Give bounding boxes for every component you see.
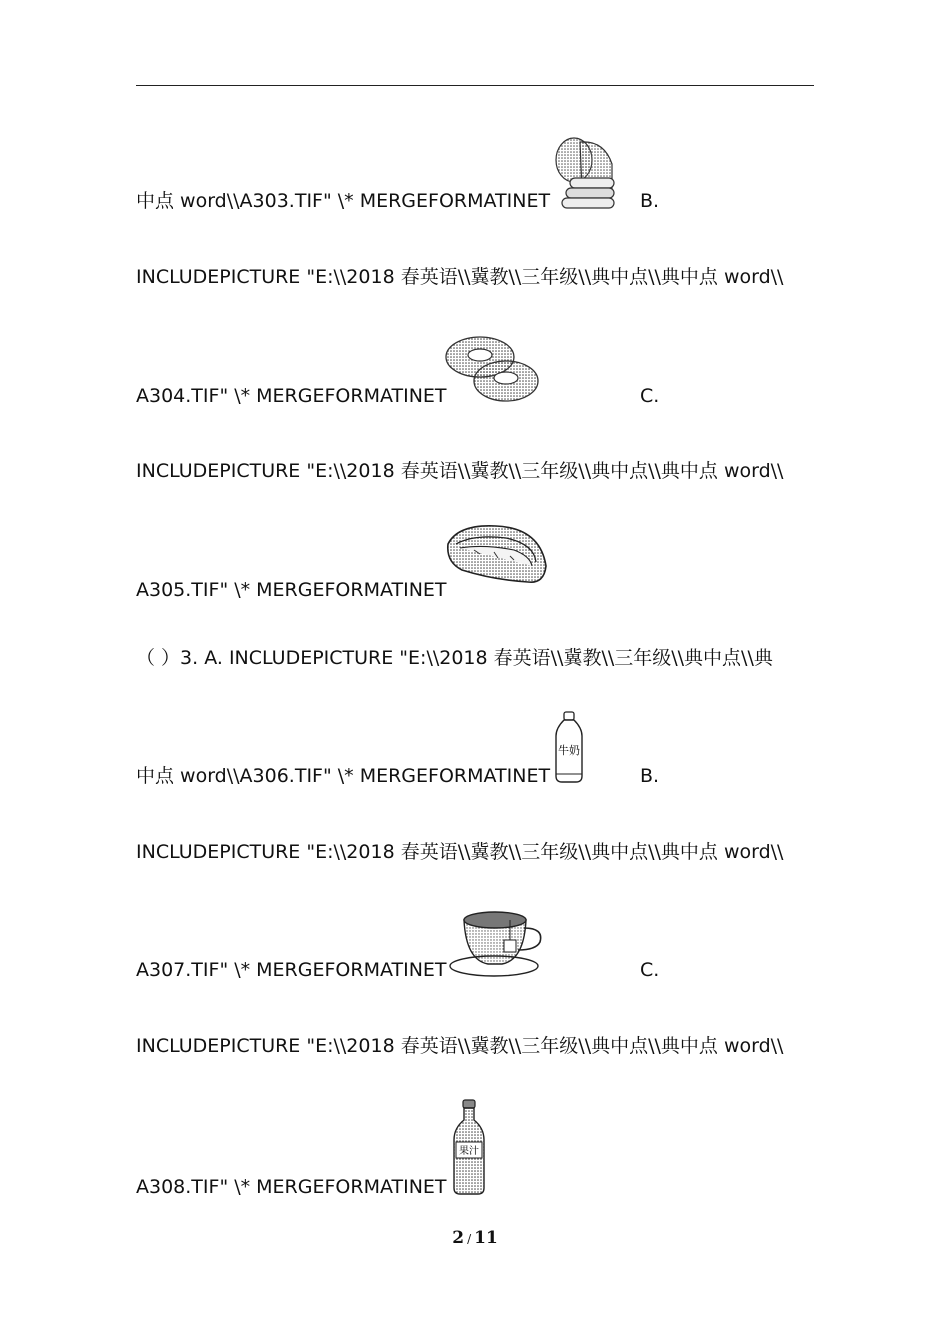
- page-number: [0, 1228, 950, 1248]
- text-line-9: A307.TIF" \* MERGEFORMATINET: [136, 959, 447, 981]
- total-pages: 11: [474, 1228, 498, 1248]
- text-line-11: A308.TIF" \* MERGEFORMATINET: [136, 1176, 447, 1198]
- tea-cup-image: [448, 906, 544, 980]
- text-line-1: 中点 word\\A303.TIF" \* MERGEFORMATINET: [136, 190, 551, 212]
- juice-label: 果汁: [459, 1146, 479, 1157]
- option-label-b: B.: [640, 765, 660, 787]
- milk-label: 牛奶: [558, 744, 580, 757]
- text-line-4: INCLUDEPICTURE "E:\\2018 春英语\\冀教\\三年级\\典中点\\典中点 word\\: [136, 460, 784, 482]
- option-label-c: C.: [640, 959, 660, 981]
- text-line-8: INCLUDEPICTURE "E:\\2018 春英语\\冀教\\三年级\\典中点\\典中点 word\\: [136, 841, 784, 863]
- hot-dog-bread-image: [444, 522, 550, 588]
- text-line-7: 中点 word\\A306.TIF" \* MERGEFORMATINET: [136, 765, 551, 787]
- page-separator: /: [467, 1232, 472, 1246]
- donuts-image: [444, 335, 540, 403]
- option-label-b: B.: [640, 190, 660, 212]
- text-line-6: （ ）3. A. INCLUDEPICTURE "E:\\2018 春英语\\冀教\\三年级\\典中点\\典: [136, 647, 773, 669]
- text-line-2: INCLUDEPICTURE "E:\\2018 春英语\\冀教\\三年级\\典中点\\典中点 word\\: [136, 266, 784, 288]
- option-label-c: C.: [640, 385, 660, 407]
- text-line-3: A304.TIF" \* MERGEFORMATINET: [136, 385, 447, 407]
- header-rule: [136, 85, 814, 86]
- text-line-5: A305.TIF" \* MERGEFORMATINET: [136, 579, 447, 601]
- juice-bottle-image: [450, 1098, 488, 1196]
- current-page: 2: [452, 1228, 465, 1248]
- bread-loaf-image: [552, 136, 618, 212]
- milk-bottle-image: [552, 710, 586, 784]
- text-line-10: INCLUDEPICTURE "E:\\2018 春英语\\冀教\\三年级\\典中点\\典中点 word\\: [136, 1035, 784, 1057]
